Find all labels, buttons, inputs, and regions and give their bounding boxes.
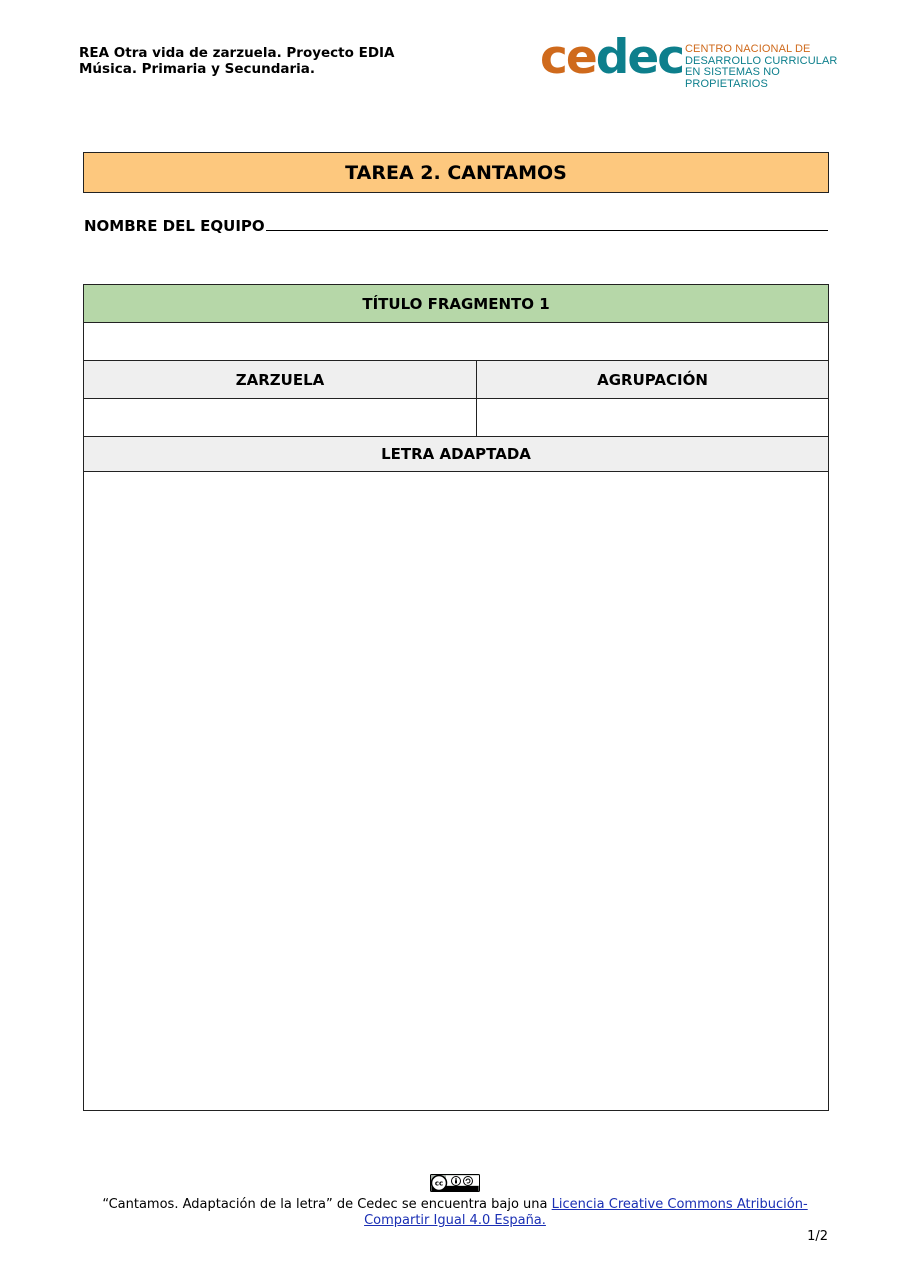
- agrupacion-header: AGRUPACIÓN: [477, 361, 829, 399]
- page-number: 1/2: [807, 1229, 828, 1244]
- task-title: TAREA 2. CANTAMOS: [83, 152, 829, 193]
- license-link[interactable]: Licencia Creative Commons Atribución-Compartir Igual 4.0 España.: [364, 1197, 808, 1228]
- lyrics-header: LETRA ADAPTADA: [84, 437, 829, 472]
- fragment-title-header: TÍTULO FRAGMENTO 1: [84, 285, 829, 323]
- lyrics-cell[interactable]: [84, 472, 829, 1111]
- cedec-logo: [540, 30, 850, 90]
- license-text: “Cantamos. Adaptación de la letra” de Cedec se encuentra bajo una: [102, 1197, 552, 1212]
- svg-text:cc: cc: [434, 1179, 444, 1188]
- license-footer: [80, 1174, 830, 1229]
- fragment-table: [83, 284, 829, 1111]
- document-header: [79, 45, 395, 77]
- zarzuela-cell[interactable]: [84, 399, 477, 437]
- logo-subtitle: CENTRO NACIONAL DE DESARROLLO CURRICULAR EN SISTEMAS NO PROPIETARIOS: [685, 43, 838, 90]
- agrupacion-cell[interactable]: [477, 399, 829, 437]
- logo-wordmark: cedec: [540, 30, 684, 85]
- header-line-1: REA Otra vida de zarzuela. Proyecto EDIA: [79, 45, 395, 61]
- cc-by-sa-icon: [430, 1174, 480, 1192]
- team-name-label: NOMBRE DEL EQUIPO: [84, 217, 265, 235]
- zarzuela-header: ZARZUELA: [84, 361, 477, 399]
- team-name-field: [84, 217, 828, 235]
- team-name-line[interactable]: [266, 229, 828, 231]
- header-line-2: Música. Primaria y Secundaria.: [79, 61, 315, 77]
- fragment-title-cell[interactable]: [84, 323, 829, 361]
